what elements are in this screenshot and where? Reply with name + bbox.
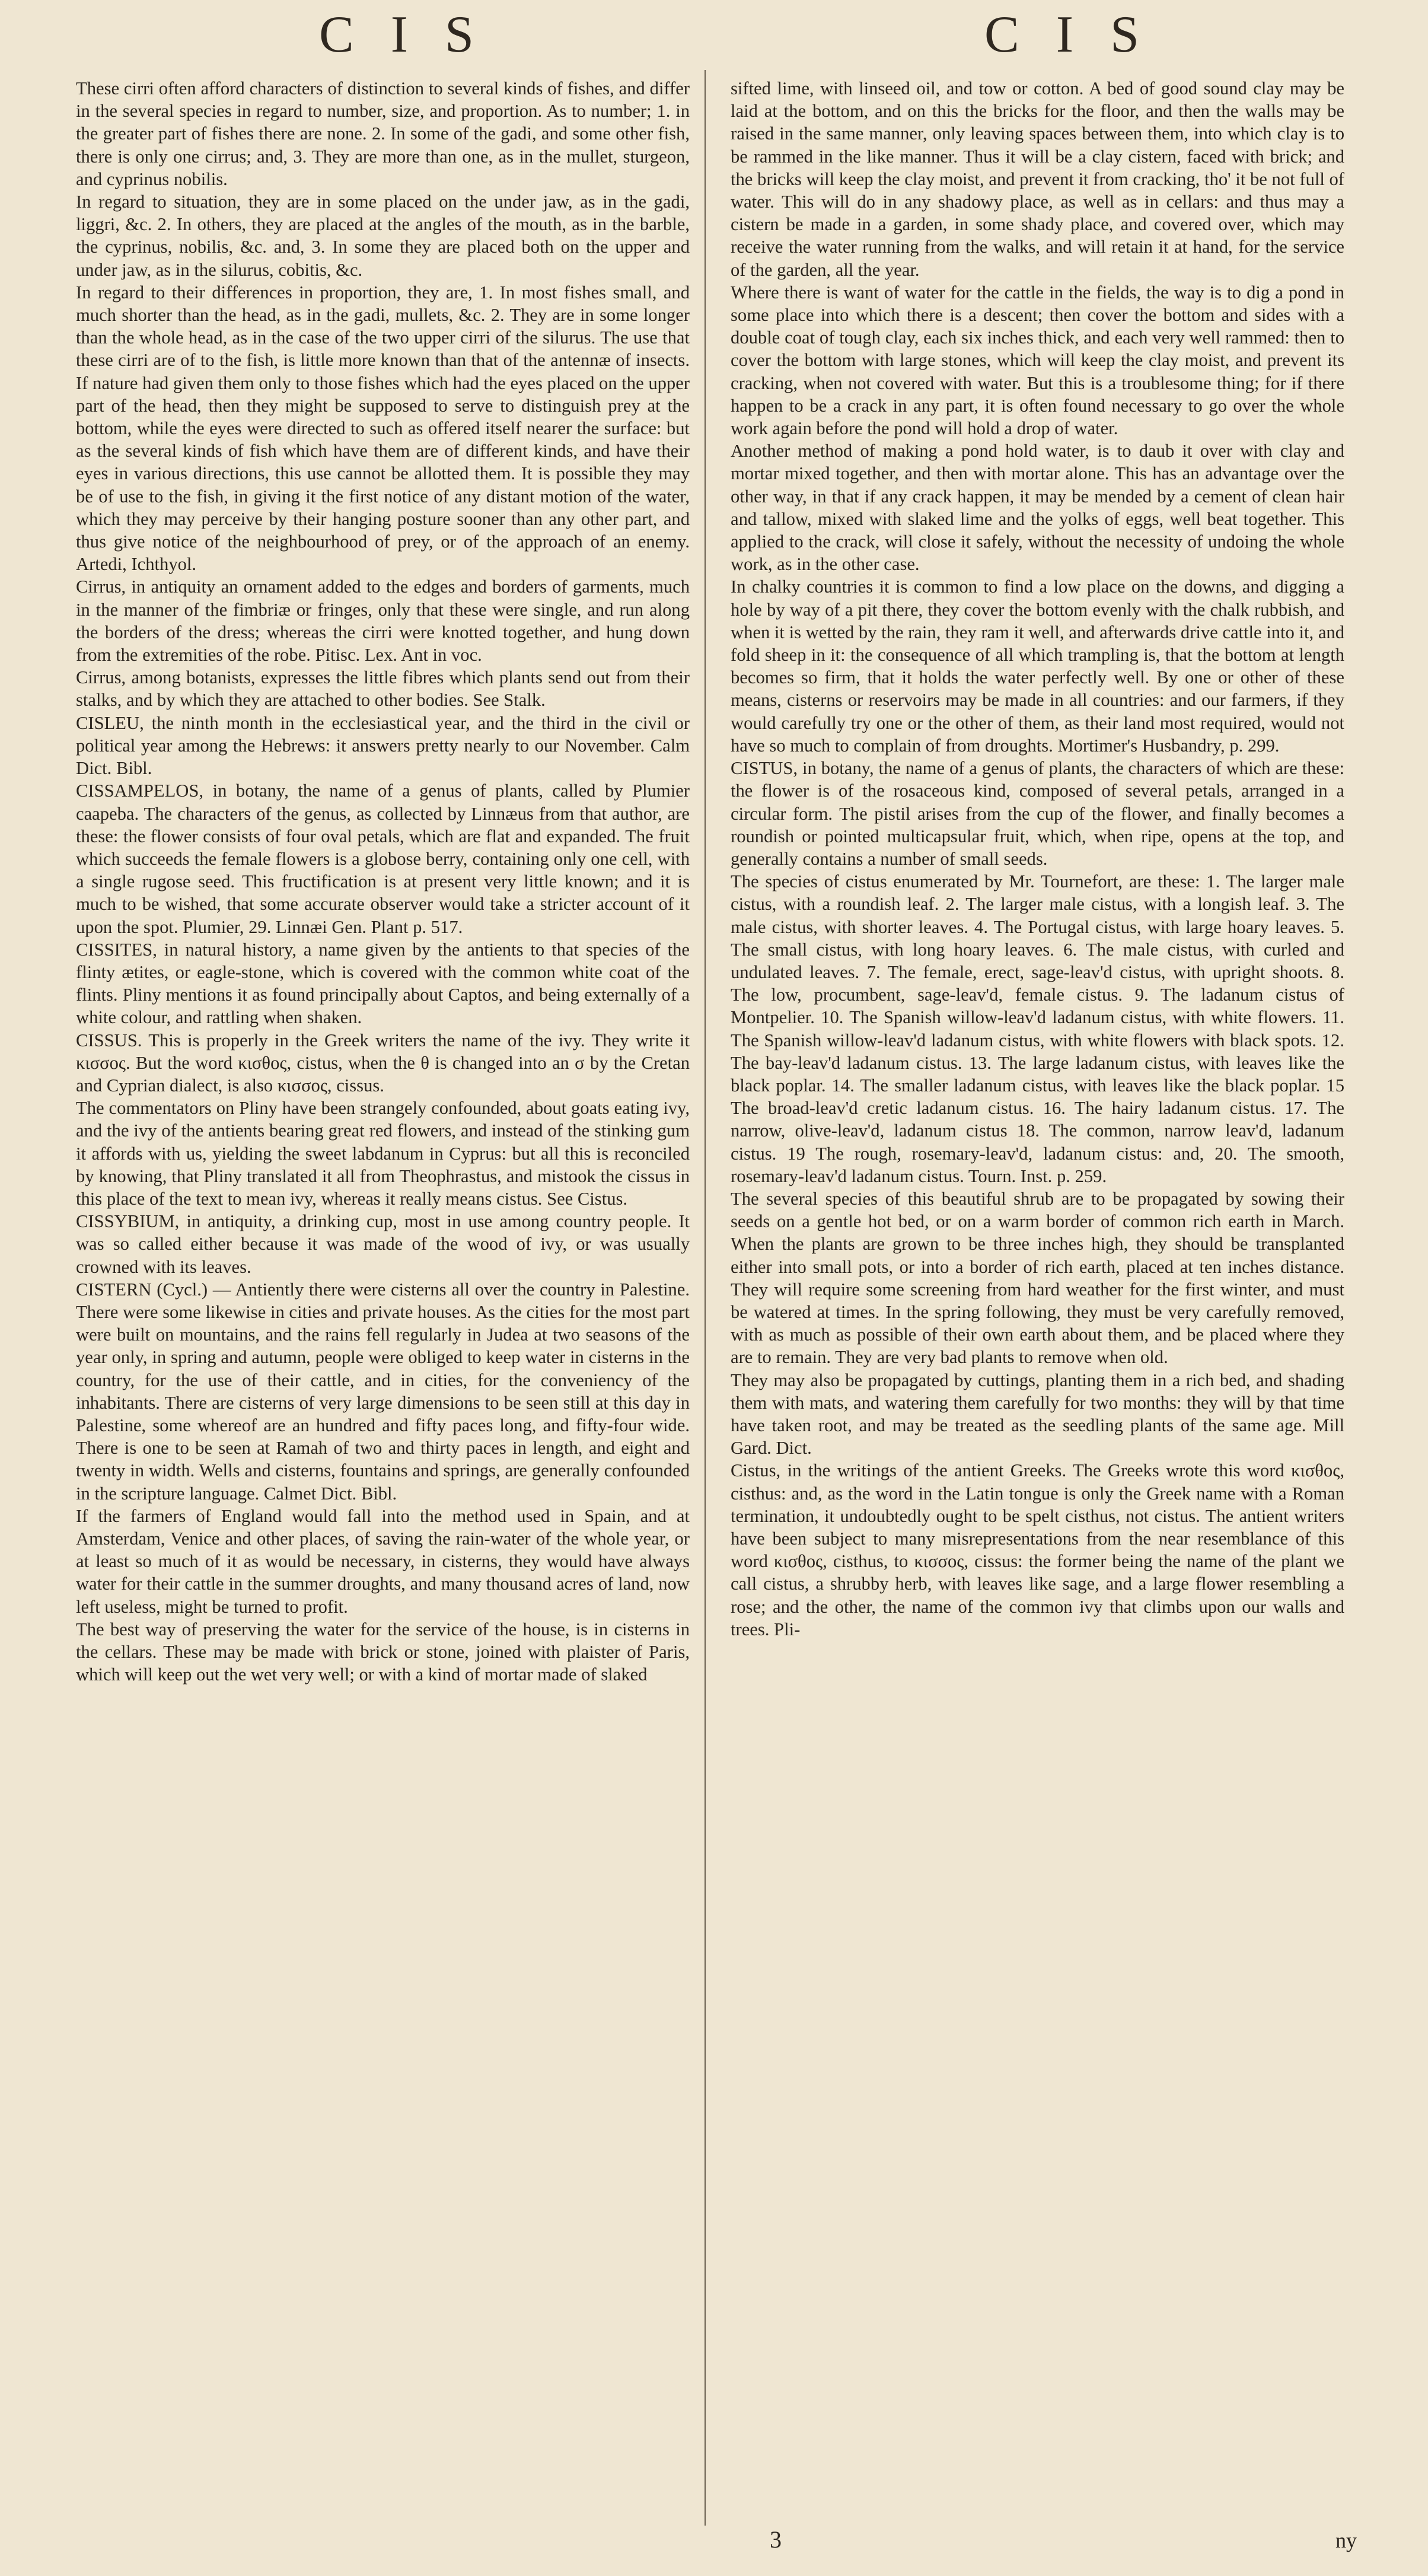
- paragraph: The commentators on Pliny have been strangely confounded, about goats eating ivy, and the ivy of the antients bearing great red flowers, and instead of the stinking gum it affords with us, yielding the sweet labdanum in Cyprus: but all this is reconciled by knowing, that Pliny translated it all from Theophrastus, and mistook the cissus in this place of the text to mean ivy, whereas it really means cistus. See Cistus.: [76, 1098, 690, 1209]
- paragraph: In regard to situation, they are in some placed on the under jaw, as in the gadi, liggri, &c. 2. In others, they are placed at the angles of the mouth, as in the barble, the cyprinus, nobilis, &c. and, 3. In some they are placed both on the upper and under jaw, as in the silurus, cobitis, &c.: [76, 192, 690, 280]
- paragraph: The best way of preserving the water for the service of the house, is in cisterns in the cellars. These may be made with brick or stone, joined with plaister of Paris, which will keep out the wet very well; or with a kind of mortar made of slaked: [76, 1619, 690, 1685]
- paragraph: Where there is want of water for the cattle in the fields, the way is to dig a pond in some place into which there is a descent; then cover the bottom and sides with a double coat of tough clay, each six inches thick, and each very well rammed: then to cover the bottom with large stones, which will keep the clay moist, and prevent its cracking, when not covered with water. But this is a troublesome thing; for if there happen to be a crack in any part, it is often found necessary to go over the whole work again before the pond will hold a drop of water.: [731, 282, 1344, 439]
- paragraph: If the farmers of England would fall into the method used in Spain, and at Amsterdam, Venice and other places, of saving the rain-water of the whole year, or at least so much of it as would be necessary, in cisterns, they would have always water for their cattle in the summer droughts, and many thousand acres of land, now left useless, might be turned to profit.: [76, 1505, 690, 1617]
- column-divider: [705, 70, 706, 2526]
- entry-cisleu: CISLEU, the ninth month in the ecclesiastical year, and the third in the civil or political year among the Hebrews: it answers pretty nearly to our November. Calm Dict. Bibl.: [76, 712, 690, 779]
- paragraph: In regard to their differences in proportion, they are, 1. In most fishes small, and much shorter than the head, as in the gadi, mullets, &c. 2. They are in some longer than the whole head, as in the case of the two upper cirri of the silurus. The use that these cirri are of to the fish, is little more known than that of the antennæ of insects. If nature had given them only to those fishes which had the eyes placed on the upper part of the head, then they might be supposed to serve to distinguish prey at the bottom, while the eyes were directed to such as offered itself nearer the surface: but as the several kinds of fish which have them are of different kinds, and have their eyes in various directions, this use cannot be allotted them. It is possible they may be of use to the fish, in giving it the first notice of any distant motion of the water, which they may perceive by their hanging posture sooner than any other part, and thus give notice of the neighbourhood of prey, or of the approach of an enemy. Artedi, Ichthyol.: [76, 282, 690, 575]
- entry-cistern: CISTERN (Cycl.) — Antiently there were cisterns all over the country in Palestine. There were some likewise in cities and private houses. As the cities for the most part were built on mountains, and the rains fell regularly in Judea at two seasons of the year only, in spring and autumn, people were obliged to keep water in cisterns in the country, for the use of their cattle, and in cities, for the conveniency of the inhabitants. There are cisterns of very large dimensions to be seen still at this day in Palestine, some whereof are an hundred and fifty paces long, and fifty-four wide. There is one to be seen at Ramah of two and thirty paces in length, and eight and twenty in width. Wells and cisterns, fountains and springs, are generally confounded in the scripture language. Calmet Dict. Bibl.: [76, 1279, 690, 1504]
- entry-cissampelos: CISSAMPELOS, in botany, the name of a genus of plants, called by Plumier caapeba. The characters of the genus, as collected by Linnæus from that author, are these: the flower consists of four oval petals, which are flat and expanded. The fruit which succeeds the female flowers is a globose berry, containing only one cell, with a single rugose seed. This fructification is at present very little known; and it is much to be wished, that some accurate observer would take a stricter account of it upon the spot. Plumier, 29. Linnæi Gen. Plant p. 517.: [76, 781, 690, 937]
- running-head-right: C I S: [984, 6, 1151, 63]
- paragraph: In chalky countries it is common to find a low place on the downs, and digging a hole by way of a pit there, they cover the bottom evenly with the chalk rubbish, and when it is wetted by the rain, they ram it well, and afterwards drive cattle into it, and fold sheep in it: the consequence of all which trampling is, that the bottom at length becomes so firm, that it holds the water perfectly well. By one or other of these means, cisterns or reservoirs may be made in all countries: and our farmers, if they would carefully try one or the other of them, as their land most required, would not have so much to complain of from droughts. Mortimer's Husbandry, p. 299.: [731, 577, 1344, 756]
- paragraph: The species of cistus enumerated by Mr. Tournefort, are these: 1. The larger male cistus, with a roundish leaf. 2. The larger male cistus, with a longish leaf. 3. The male cistus, with shorter leaves. 4. The Portugal cistus, with large hoary leaves. 5. The small cistus, with long hoary leaves. 6. The male cistus, with curled and undulated leaves. 7. The female, erect, sage-leav'd cistus, with upright shoots. 8. The low, procumbent, sage-leav'd, female cistus. 9. The ladanum cistus of Montpelier. 10. The Spanish willow-leav'd ladanum cistus, with white flowers. 11. The Spanish willow-leav'd ladanum cistus, with white flowers with black spots. 12. The bay-leav'd ladanum cistus. 13. The large ladanum cistus, with leaves like the black poplar. 14. The smaller ladanum cistus, with leaves like the black poplar. 15 The broad-leav'd cretic ladanum cistus. 16. The hairy ladanum cistus. 17. The narrow, olive-leav'd, ladanum cistus 18. The common, narrow leav'd, ladanum cistus. 19 The rough, rosemary-leav'd, ladanum cistus: and, 20. The smooth, rosemary-leav'd ladanum cistus. Tourn. Inst. p. 259.: [731, 871, 1344, 1186]
- paragraph: They may also be propagated by cuttings, planting them in a rich bed, and shading them with mats, and watering them carefully for two months: they will by that time have taken root, and may be treated as the seedling plants of the same age. Mill Gard. Dict.: [731, 1370, 1344, 1459]
- running-head-left: C I S: [319, 6, 486, 63]
- paragraph: The several species of this beautiful shrub are to be propagated by sowing their seeds on a gentle hot bed, or on a warm border of common rich earth in March. When the plants are grown to be three inches high, they should be transplanted either into small pots, or into a border of rich earth, placed at ten inches distance. They will require some screening from hard weather for the first winter, and must be watered at times. In the spring following, they must be very carefully removed, with as much as possible of their own earth about them, and be placed where they are to remain. They are very bad plants to remove when old.: [731, 1188, 1344, 1368]
- paragraph: Another method of making a pond hold water, is to daub it over with clay and mortar mixed together, and then with mortar alone. This has an advantage over the other way, in that if any crack happen, it may be mended by a cement of clean hair and tallow, mixed with slaked lime and the yolks of eggs, well beat together. This applied to the crack, will close it safely, without the necessity of undoing the whole work, as in the other case.: [731, 441, 1344, 575]
- left-column: [76, 77, 690, 2467]
- entry-cissus: CISSUS. This is properly in the Greek writers the name of the ivy. They write it κισσος. But the word κισθος, cistus, when the θ is changed into an σ by the Cretan and Cyprian dialect, is also κισσος, cissus.: [76, 1030, 690, 1096]
- catchword: ny: [1335, 2529, 1357, 2552]
- entry-cirrus-botany: Cirrus, among botanists, expresses the little fibres which plants send out from their stalks, and by which they are attached to other bodies. See Stalk.: [76, 667, 690, 711]
- entry-cistus: CISTUS, in botany, the name of a genus of plants, the characters of which are these: the flower is of the rosaceous kind, composed of several petals, arranged in a circular form. The pistil arises from the cup of the flower, and finally becomes a roundish or pointed multicapsular fruit, which, when ripe, opens at the top, and generally contains a number of small seeds.: [731, 758, 1344, 869]
- paragraph: These cirri often afford characters of distinction to several kinds of fishes, and differ in the several species in regard to number, size, and proportion. As to number; 1. in the greater part of fishes there are none. 2. In some of the gadi, and some other fish, there is only one cirrus; and, 3. They are more than one, as in the mullet, sturgeon, and cyprinus nobilis.: [76, 78, 690, 189]
- entry-cistus-greeks: Cistus, in the writings of the antient Greeks. The Greeks wrote this word κισθος, cisthus: and, as the word in the Latin tongue is only the Greek name with a Roman termination, it undoubtedly ought to be spelt cisthus, not cistus. The antient writers have been subject to many misrepresentations from the near resemblance of this word κισθος, cisthus, to κισσος, cissus: the former being the name of the plant we call cistus, a shrubby herb, with leaves like sage, and a large flower resembling a rose; and the other, the name of the common ivy that climbs upon our walls and trees. Pli-: [731, 1460, 1344, 1639]
- entry-cissites: CISSITES, in natural history, a name given by the antients to that species of the flinty ætites, or eagle-stone, which is covered with the common white coat of the flints. Pliny mentions it as found principally about Captos, and being externally of a white colour, and rattling when shaken.: [76, 939, 690, 1028]
- paragraph: sifted lime, with linseed oil, and tow or cotton. A bed of good sound clay may be laid at the bottom, and on this the bricks for the floor, and then the walls may be raised in the same manner, only leaving spaces between them, into which clay is to be rammed in the like manner. Thus it will be a clay cistern, faced with brick; and the bricks will keep the clay moist, and prevent it from cracking, tho' it be not full of water. This will do in any shadowy place, as well as in cellars: and thus may a cistern be made in a garden, in some shady place, and covered over, which may receive the water running from the walks, and will retain it at hand, for the service of the garden, all the year.: [731, 78, 1344, 280]
- signature-mark: 3: [770, 2526, 782, 2553]
- right-column: [731, 77, 1344, 2467]
- entry-cirrus-antiquity: Cirrus, in antiquity an ornament added to the edges and borders of garments, much in the manner of the fimbriæ or fringes, only that these were single, and run along the borders of the dress; whereas the cirri were knotted together, and hung down from the extremities of the robe. Pitisc. Lex. Ant in voc.: [76, 577, 690, 666]
- entry-cissybium: CISSYBIUM, in antiquity, a drinking cup, most in use among country people. It was so called either because it was made of the wood of ivy, or was usually crowned with its leaves.: [76, 1211, 690, 1277]
